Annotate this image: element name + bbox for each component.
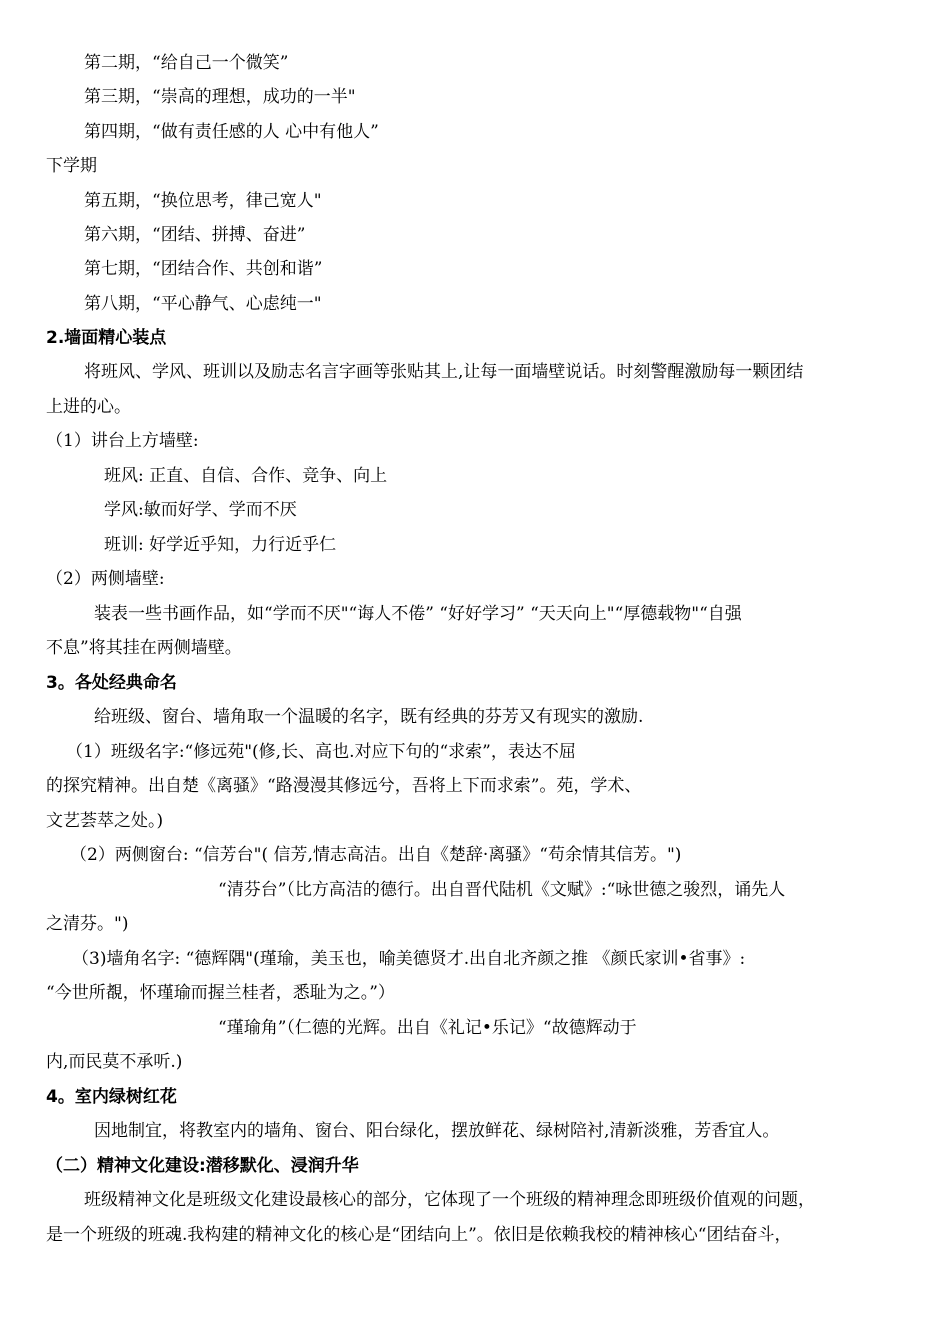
text-line: （1）讲台上方墙壁: [46,431,199,451]
text-line: 之清芬。") [46,914,129,934]
text-line: 装表一些书画作品，如“学而不厌"“诲人不倦” “好好学习” “天天向上"“厚德载物"“自强 [94,604,742,624]
text-line: 因地制宜，将教室内的墙角、窗台、阳台绿化，摆放鲜花、绿树陪衬,清新淡雅，芳香宜人。 [94,1121,780,1141]
text-line: 第五期，“换位思考，律己宽人" [84,191,322,211]
text-line: 内,而民莫不承听.) [46,1052,183,1072]
text-line: （2）两侧窗台: “信芳台"( 信芳,情志高洁。出自《楚辞·离骚》“苟余情其信芳。") [70,845,682,865]
text-line: 将班风、学风、班训以及励志名言字画等张贴其上,让每一面墙壁说话。时刻警醒激励每一颗团结 [84,362,804,382]
section-heading: （二）精神文化建设:潜移默化、浸润升华 [46,1156,359,1176]
text-line: “今世所覩，怀瑾瑜而握兰桂者，悉耻为之。”） [46,983,395,1003]
text-line: “清芬台”（比方高洁的德行。出自晋代陆机《文赋》:“咏世德之骏烈，诵先人 [218,880,786,900]
text-line: 班风: 正直、自信、合作、竞争、向上 [104,466,388,486]
section-heading: 4。室内绿树红花 [46,1087,177,1107]
text-line: 下学期 [46,156,97,176]
text-line: 第七期，“团结合作、共创和谐” [84,259,323,279]
text-line: 是一个班级的班魂.我构建的精神文化的核心是“团结向上”。依旧是依赖我校的精神核心“团结奋斗， [46,1225,792,1245]
text-line: 第四期，“做有责任感的人 心中有他人” [84,122,379,142]
text-line: （3)墙角名字: “德辉隅"(瑾瑜，美玉也，喻美德贤才.出自北齐颜之推 《颜氏家训•省事》: [72,949,746,969]
text-line: 第三期，“崇高的理想，成功的一半" [84,87,356,107]
text-line: 的探究精神。出自楚《离骚》“路漫漫其修远兮，吾将上下而求索”。苑，学术、 [46,776,642,796]
text-line: 不息”将其挂在两侧墙壁。 [46,638,242,658]
text-line: 上进的心。 [46,397,131,417]
text-line: 第八期，“平心静气、心虑纯一" [84,294,322,314]
text-line: 班级精神文化是班级文化建设最核心的部分，它体现了一个班级的精神理念即班级价值观的问题， [84,1190,815,1210]
text-line: （2）两侧墙壁: [46,569,165,589]
section-heading: 3。各处经典命名 [46,673,177,693]
text-line: “瑾瑜角”（仁德的光辉。出自《礼记•乐记》“故德辉动于 [218,1018,637,1038]
section-heading: 2.墙面精心装点 [46,328,167,348]
text-line: （1）班级名字:“修远苑"(修,长、高也.对应下句的“求索”，表达不屈 [66,742,576,762]
text-line: 文艺荟萃之处。) [46,811,164,831]
text-line: 第二期，“给自己一个微笑” [84,53,289,73]
text-line: 第六期，“团结、拼搏、奋进” [84,225,306,245]
text-line: 班训: 好学近乎知，力行近乎仁 [104,535,337,555]
text-line: 学风:敏而好学、学而不厌 [104,500,297,520]
text-line: 给班级、窗台、墙角取一个温暖的名字，既有经典的芬芳又有现实的激励. [94,707,644,727]
